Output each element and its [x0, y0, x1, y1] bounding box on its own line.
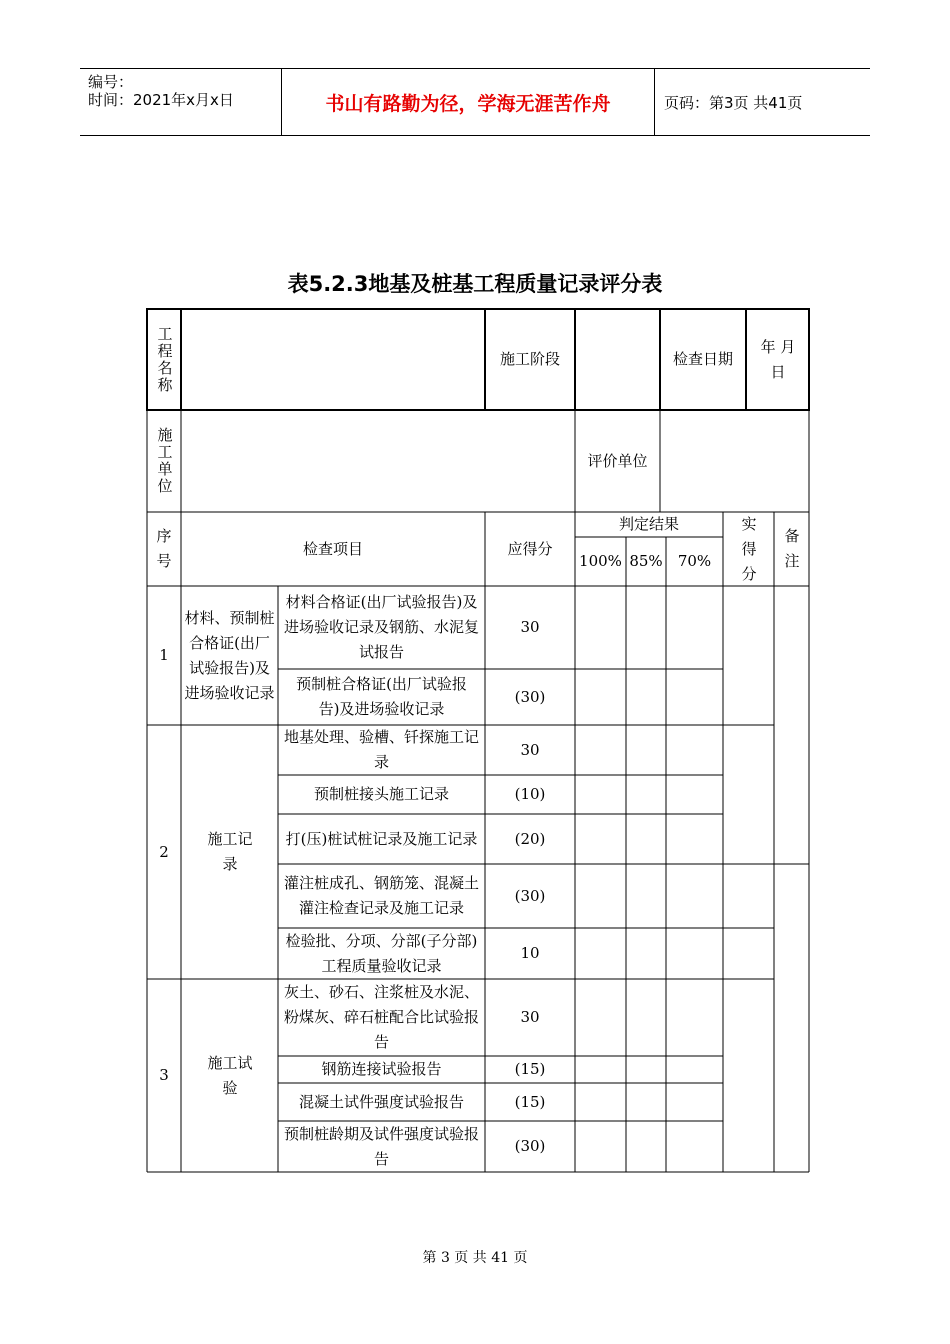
item-score: (30)	[514, 1137, 546, 1155]
item-name: 地基处理、验槽、钎探施工记录	[283, 728, 479, 771]
serial-label: 编号：	[88, 73, 134, 91]
item-score: 10	[520, 944, 540, 962]
item-name: 预制桩龄期及试件强度试验报告	[283, 1124, 479, 1168]
group-name: 施工记录	[207, 830, 253, 873]
item-score: (30)	[514, 886, 546, 905]
item-score: (10)	[514, 785, 546, 803]
page-footer: 第 3 页 共 41 页	[422, 1250, 528, 1266]
stage-value[interactable]	[575, 309, 660, 410]
item-name: 混凝土试件强度试验报告	[298, 1092, 464, 1111]
item-name: 检验批、分项、分部(子分部)工程质量验收记录	[285, 931, 478, 975]
item-name: 灰土、砂石、注浆桩及水泥、粉煤灰、碎石桩配合比试验报告	[283, 983, 479, 1051]
col-85: 85%	[629, 552, 663, 570]
check-date-value[interactable]: 年 月 日	[760, 337, 796, 381]
contractor-value[interactable]	[181, 410, 575, 512]
item-name: 打(压)桩试桩记录及施工记录	[285, 829, 478, 848]
stage-label: 施工阶段	[499, 350, 560, 368]
contractor-label: 施工单位	[155, 427, 174, 495]
evaluator-value[interactable]	[660, 410, 809, 512]
page-info: 页码：第3页 共41页	[664, 94, 803, 112]
item-score: (20)	[514, 829, 546, 848]
group-seq: 2	[159, 842, 169, 861]
item-score: 30	[520, 740, 540, 759]
item-score: 30	[520, 618, 540, 636]
project-name-value[interactable]	[181, 309, 485, 410]
col-seq: 序号	[156, 527, 172, 570]
col-70: 70%	[677, 552, 712, 570]
item-score: 30	[520, 1008, 540, 1026]
group-seq: 3	[159, 1066, 169, 1084]
col-actual: 实得分	[741, 514, 757, 583]
motto: 书山有路勤为径，学海无涯苦作舟	[325, 92, 611, 115]
item-name: 预制桩合格证(出厂试验报告)及进场验收记录	[296, 675, 467, 718]
item-name: 预制桩接头施工记录	[313, 785, 449, 803]
item-name: 钢筋连接试验报告	[321, 1060, 442, 1078]
date-line: 时间：2021年x月x日	[88, 91, 234, 109]
col-remark: 备注	[784, 527, 800, 570]
project-name-label: 工程名称	[155, 325, 174, 394]
item-score: (15)	[514, 1092, 546, 1111]
item-name: 灌注桩成孔、钢筋笼、混凝土灌注检查记录及施工记录	[283, 874, 479, 917]
document-title: 表5.2.3地基及桩基工程质量记录评分表	[287, 272, 663, 296]
col-item: 检查项目	[302, 539, 363, 558]
col-score: 应得分	[507, 539, 553, 558]
group-name: 材料、预制桩合格证(出厂试验报告)及进场验收记录	[184, 608, 275, 702]
group-name: 施工试验	[207, 1053, 253, 1097]
check-date-label: 检查日期	[672, 350, 733, 368]
evaluator-label: 评价单位	[587, 451, 648, 470]
col-judgement: 判定结果	[618, 515, 679, 533]
col-100: 100%	[579, 552, 622, 570]
item-score: (15)	[514, 1060, 546, 1078]
group-seq: 1	[159, 646, 169, 664]
item-name: 材料合格证(出厂试验报告)及进场验收记录及钢筋、水泥复试报告	[283, 593, 479, 661]
item-score: (30)	[514, 687, 546, 706]
